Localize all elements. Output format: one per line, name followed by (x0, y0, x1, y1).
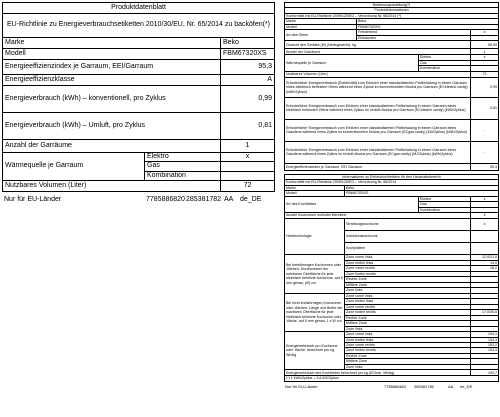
hob-info-table (284, 174, 499, 382)
right-eei-value: 95,3 (471, 163, 499, 170)
right-volume-label: Nutzbares Volumen (Liter) (285, 71, 471, 77)
footer-code-3: AA (224, 196, 234, 204)
tech-induction: Induktionskochzone (345, 231, 471, 243)
oven-type-freestanding-mark: x (471, 30, 499, 35)
heat-option-combination: Kombination (145, 171, 221, 180)
weight-value: 55,90 (471, 41, 499, 49)
heat-source-label: Wärmequelle je Garraum (3, 153, 145, 181)
energy-zone-name: Zone hinten rechts (345, 348, 471, 353)
diameter-zone-name: Zone vorne rechts (345, 266, 471, 271)
tech-hotplates-mark (471, 243, 499, 255)
right-footer-code-4: de_DE (460, 383, 473, 389)
volume-label: Nutzbares Volumen (Liter) (3, 181, 221, 192)
diameter-zone-name: Rechte Zone (345, 277, 471, 282)
energy-zone-name: Zone links (345, 364, 471, 369)
energy-row-3-text: Erforderlicher Energieverbrauch zum Erhitzen einer standardisierten Prüfbeladung in einem Garraum eines Gasofens während eines Zyklus im konventionellen Modus pro Garraum (ECgas cavity) (MJ/Zyklus) (kWh/Zyklus) (285, 119, 471, 141)
tech-radiant-mark: x (471, 219, 499, 231)
energy-zone-value: 192,2 (471, 342, 499, 347)
diameter-zone-value: 12,0/21,0 (471, 255, 499, 260)
zone-energy-group-label: Energieverbrauch pro Kochzone oder -fläche, berechnet pro kg, Wh/kg (285, 332, 345, 370)
brand-label: Marke (3, 38, 221, 49)
energy-zone-name: Zone hinten links (345, 337, 471, 342)
model-value: FBM67320XS (221, 49, 275, 60)
cavities-value: 1 (221, 140, 275, 153)
right-volume-value: 72 (471, 71, 499, 77)
right-eei-label: Energieeffizienzindex je Garraum, EEI Garraum (285, 163, 471, 170)
heat-option-electric: Elektro (145, 153, 221, 162)
oven-type-label: Art des Ofens (285, 30, 357, 41)
lw-zone-name: Mittlere Zone (345, 321, 471, 326)
oven-type-builtin: Einbauofen (357, 35, 471, 40)
oven-type-freestanding: Freistehend (357, 30, 471, 35)
lw-zone-value: 17,0/26,5 (471, 310, 499, 315)
footer-code-1: 7785886820 (146, 196, 185, 204)
hob-energy-value: 193,7 (471, 370, 499, 376)
energy-zone-name: Zone vorne links (345, 332, 471, 337)
volume-value: 72 (221, 181, 275, 192)
heat-option-gas-mark (221, 162, 275, 171)
hob-type-label: Art des Kochfeldes (285, 196, 419, 212)
energy-zone-value: 194,3 (471, 348, 499, 353)
energy-row-4-text: Erforderlicher Energieverbrauch zum Erhitzen einer standardisierten Prüfbeladung in einem Garraum eines Gasofens während eines Zyklus im Umluft-Modus pro Garraum (ECgas cavity) (MJ/Zyklus) (kWh/Zyklus) (285, 141, 471, 163)
oven-brand-value: Beko (357, 19, 499, 24)
right-cavities-value: 1 (471, 49, 499, 55)
right-heat-label: Wärmequelle je Garraum (285, 55, 419, 71)
energy-zone-value: 194,3 (471, 337, 499, 342)
tech-hotplates: Kochplatten (345, 243, 471, 255)
diameter-zone-name: Zone hinten links (345, 260, 471, 265)
product-data-sheet-left (2, 2, 274, 207)
right-heat-gas: Gas (419, 60, 471, 65)
heat-option-electric-mark: x (221, 153, 275, 162)
hob-energy-label: Energieverbrauch des Kochfeldes berechnet pro kg (EChob, Wh/kg) (285, 370, 471, 376)
hob-type-combination: Kombination (419, 207, 471, 212)
footer-code-2: 285381782 (186, 196, 222, 204)
energy-zone-value: 194,3 (471, 332, 499, 337)
conventional-energy-value: 0,99 (221, 86, 275, 113)
cavities-label: Anzahl der Garräume (3, 140, 221, 153)
eu-only-note: Nur für EU-Länder (4, 196, 62, 204)
product-info-sheet-right (284, 2, 498, 390)
energy-zone-name: Mittlere Zone (345, 359, 471, 364)
right-heat-combination: Kombination (419, 66, 471, 71)
energy-zone-name: Zone vorne rechts (345, 342, 471, 347)
hob-type-electric-mark: x (471, 196, 499, 201)
right-eu-only-note: Nur für EU-Länder (285, 383, 318, 389)
diameter-zone-name: Zone vorne links (345, 255, 471, 260)
right-footer (284, 383, 498, 390)
diameter-group-label: Bei kreisförmigen Kochzonen oder -flächen: Durchmesser der nutzbaren Oberfläche für jede elektrisch beheizte Kochzone, auf 5 mm genau, (Ø) cm (285, 255, 345, 293)
lw-zone-name: Rechte Zone (345, 315, 471, 320)
diameter-zone-value: 14,0 (471, 260, 499, 265)
energy-row-2-value: 0,81 (471, 97, 499, 119)
right-heat-electric: Elektro (419, 55, 471, 60)
lw-zone-name: Zone links (345, 326, 471, 331)
weight-label: Gewicht des Gerätes (M) (Nettogewicht), kg (285, 41, 471, 49)
left-data-table (2, 2, 275, 153)
energy-row-1-text: Erforderlicher Energieverbrauch (Elektrizität) zum Erhitzen einer standardisierten Prüfbeladung in einem Garraum eines elektrisch beheizten Ofens während eines Zyklus im konventionellen Modus pro Garraum (ECelectric cavity) (kWh/Zyklus) (285, 77, 471, 97)
energy-row-1-value: 0,99 (471, 77, 499, 97)
eei-value: 95,3 (221, 60, 275, 75)
oven-info-table (284, 2, 499, 171)
hob-brand-value: Beko (345, 185, 499, 190)
energy-row-2-text: Erforderlicher Energieverbrauch zum Erhitzen einer standardisierten Prüfbeladung in einem Garraum eines elektrisch beheizten Ofens während eines Zyklus im Umluft-Modus pro Garraum (ECelectric cavity) (kWh/Zyklus) (285, 97, 471, 119)
heating-tech-label: Heiztechnologie (285, 219, 345, 255)
lw-zone-name: Zone hinten links (345, 299, 471, 304)
right-title: Bedienungsanleitung(*) (285, 3, 499, 8)
energy-zone-name: Rechte Zone (345, 353, 471, 358)
conversion-note: (*) 1 kWh/Zyklus = 3,6 MJ/Zyklus (285, 376, 499, 381)
diameter-zone-name: Mittlere Zone (345, 282, 471, 287)
length-width-group-label: Bei nicht kreisförmigen Kochzonen oder -flächen: Länge und Breite der nutzbaren Oberfläche für jede elektrisch beheizte Kochzone oder -fläche, auf 5 mm genau, L x W cm (285, 293, 345, 331)
oven-brand-label: Marke (285, 19, 357, 24)
left-heat-source-table (2, 152, 275, 192)
energy-class-value: A (221, 75, 275, 86)
hob-brand-label: Marke (285, 185, 345, 190)
lw-zone-name: Zone vorne links (345, 293, 471, 298)
diameter-zone-name: Zone links (345, 288, 471, 293)
zones-label: Anzahl Kochzonen und/oder Bereiche (285, 213, 471, 219)
lw-zone-name: Zone vorne rechts (345, 304, 471, 309)
diameter-zone-name: Zone hinten rechts (345, 271, 471, 276)
left-sheet-header: EU-Richtlinie zu Energieverbrauchsetiketten 2010/30/EU, Nr. 65/2014 zu backöfen(*) (3, 14, 275, 38)
energy-row-3-value: - (471, 119, 499, 141)
zones-value: 4 (471, 213, 499, 219)
right-cavities-label: Anzahl der Garräume (285, 49, 471, 55)
hob-model-value: FBM67320XS (345, 191, 499, 196)
oven-model-value: FBM67320XS (357, 24, 499, 29)
diameter-zone-value: 16,0 (471, 266, 499, 271)
footer-code-4: de_DE (240, 196, 262, 204)
energy-row-4-value: - (471, 141, 499, 163)
right-footer-code-3: AA (448, 383, 454, 389)
fan-energy-label: Energieverbrauch (kWh) – Umluft, pro Zyklus (3, 113, 221, 140)
right-footer-code-1: 7785886820 (384, 383, 407, 389)
left-footer (2, 195, 274, 207)
hob-info-title: Informationen zu Elektrokochfeldern für den Haushaltsbereich (285, 174, 499, 179)
hob-type-gas: Gas (419, 202, 471, 207)
right-heat-electric-mark: x (471, 55, 499, 60)
tech-induction-mark (471, 231, 499, 243)
hob-type-electric: Elektro (419, 196, 471, 201)
brand-value: Beko (221, 38, 275, 49)
oven-regulation: Konformität mit EU-Richtlinie 2009/125/EG – Verordnung Nr. 66/2014 (*) (285, 13, 499, 18)
eei-label: Energieeffizienzindex je Garraum, EEI/Garraum (3, 60, 221, 75)
conventional-energy-label: Energieverbrauch (kWh) – konventionell, pro Zyklus (3, 86, 221, 113)
model-label: Modell (3, 49, 221, 60)
hob-model-label: Modell (285, 191, 345, 196)
energy-class-label: Energieeffizienzklasse (3, 75, 221, 86)
left-sheet-title: Produktdatenblatt (3, 3, 275, 14)
right-subtitle: Produktinformationen (285, 8, 499, 13)
right-footer-code-2: 285381782 (414, 383, 435, 389)
oven-model-label: Modell (285, 24, 357, 29)
heat-option-gas: Gas (145, 162, 221, 171)
tech-radiant: Strahlungskochzone (345, 219, 471, 231)
lw-zone-name: Zone hinten rechts (345, 310, 471, 315)
heat-option-combination-mark (221, 171, 275, 180)
fan-energy-value: 0,81 (221, 113, 275, 140)
hob-regulation: Konformität mit EU-Richtlinie 2009/125/EG – Verordnung Nr. 66/2014 (285, 180, 499, 185)
